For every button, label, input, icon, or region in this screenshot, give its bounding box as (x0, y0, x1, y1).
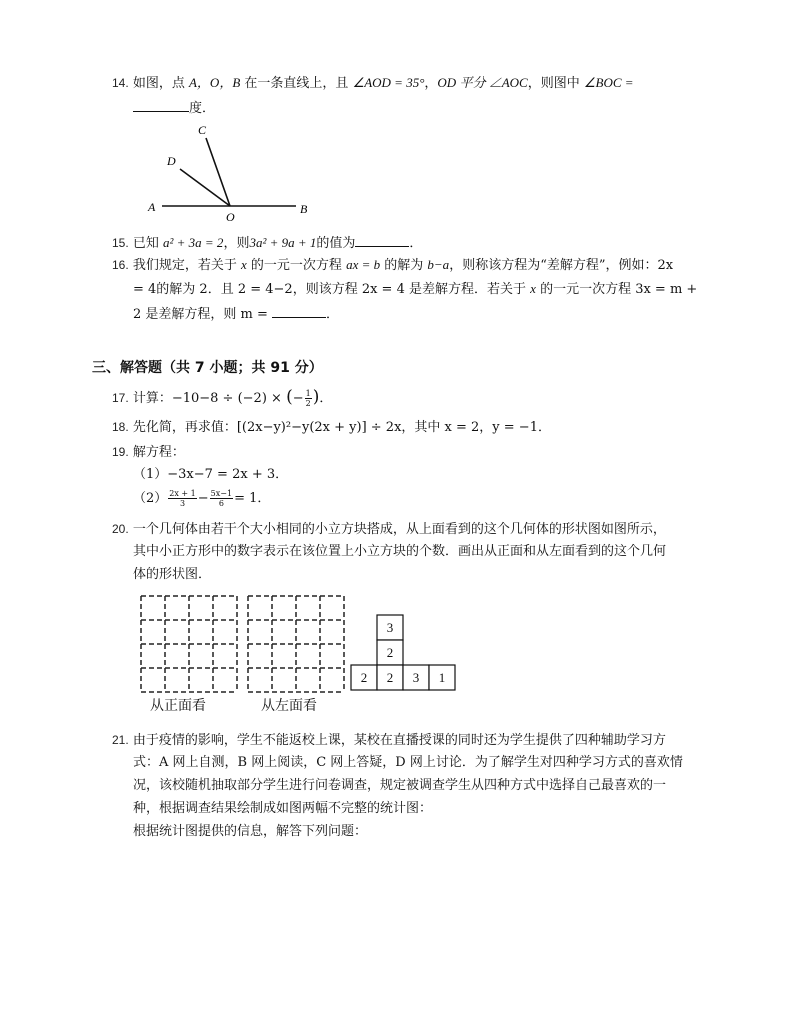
q16-sol: b−a (427, 257, 450, 272)
q21-number: 21. (112, 733, 129, 747)
q19-title: 解方程： (132, 445, 185, 460)
q19-part2-end: = 1． (234, 491, 271, 506)
q15-answer-blank[interactable] (355, 232, 409, 247)
q14-angle-figure (140, 118, 330, 226)
q20-line1-text: 一个几何体由若干个大小相同的小立方块搭成，从上面看到的这个几何体的形状图如图所示， (132, 522, 666, 537)
q19-number: 19. (112, 445, 129, 459)
q16-x: x (240, 257, 247, 272)
top-view-value-middle: 2 (386, 645, 394, 660)
q16-eq: ax = b (346, 257, 381, 272)
q16-number: 16. (112, 258, 129, 272)
top-view-value-b2: 2 (386, 670, 394, 685)
label-a: A (148, 200, 156, 214)
q21-line2: 式：A 网上自测，B 网上阅读，C 网上答疑，D 网上讨论．为了解学生对四种学习方式的喜欢情 (133, 755, 683, 770)
q14-text-b: 在一条直线上，且 (244, 76, 349, 91)
q19-part2-label: （2） (133, 491, 168, 506)
q16-line1-d: ，则称该方程为“差解方程”，例如：2x (449, 258, 674, 273)
q14-text-a: 如图，点 (132, 76, 185, 91)
q19-part1: （1）−3x−7 = 2x + 3． (133, 467, 289, 482)
q21-line4: 种，根据调查结果绘制成如图两幅不完整的统计图： (133, 801, 433, 816)
q15-line (112, 232, 422, 253)
label-d: D (167, 154, 176, 168)
q15-expr2: 3a² + 9a + 1 (249, 235, 317, 250)
q14-points: A，O，B (188, 75, 241, 90)
q17-paren-open: ( (286, 387, 293, 407)
label-left-view: 从左面看 (261, 698, 317, 714)
q17-number: 17. (112, 391, 129, 405)
top-view-value-b3: 3 (412, 670, 420, 685)
q17-fraction (305, 389, 312, 408)
q19-f1-num: 2x + 1 (169, 489, 196, 498)
q21-line1 (112, 731, 666, 750)
q17-paren-close: ) (312, 387, 320, 407)
q21-line5: 根据统计图提供的信息，解答下列问题： (133, 824, 368, 839)
q16-line2-a: = 4的解为 2．且 2 = 4−2，则该方程 2x = 4 是差解方程．若关于 (133, 282, 526, 297)
q19-f2-den: 6 (218, 499, 224, 508)
q14-answer-blank[interactable] (133, 97, 189, 112)
q16-line1-a: 我们规定，若关于 (132, 258, 237, 273)
q18-text: 先化简，再求值：[(2x−y)²−y(2x + y)] ÷ 2x，其中 x = 2，y = −1． (132, 420, 551, 435)
q14-number: 14. (112, 76, 129, 90)
q15-expr1: a² + 3a = 2 (162, 235, 224, 250)
q20-number: 20. (112, 522, 129, 536)
q19-title-line (112, 443, 185, 462)
q20-line2: 其中小正方形中的数字表示在该位置上小立方块的个数．画出从正面和从左面看到的这个几何 (133, 544, 667, 559)
q15-end: ． (409, 236, 423, 251)
q14-unit: 度． (189, 101, 216, 116)
q14-angle-boc: ∠BOC = (583, 75, 634, 90)
q21-line3: 况，该校随机抽取部分学生进行问卷调查，规定被调查学生从四种方式中选择自己最喜欢的一 (133, 778, 667, 793)
q15-text-a: 已知 (132, 236, 159, 251)
ray-oc (206, 138, 230, 206)
q19-minus: − (197, 491, 209, 506)
top-view-value-top: 3 (386, 620, 394, 635)
q17-end: ． (319, 391, 333, 406)
section3-heading: 三、解答题（共 7 小题；共 91 分） (92, 360, 323, 376)
q16-line2-b: 的一元一次方程 3x = m + (540, 282, 698, 297)
q19-fraction2 (210, 489, 233, 508)
q14-od-bisects: OD 平分 ∠AOC (437, 75, 528, 90)
q16-line3 (133, 303, 339, 324)
top-view-value-b1: 2 (360, 670, 368, 685)
q14-line1 (112, 74, 634, 93)
q16-line1-b: 的一元一次方程 (250, 258, 342, 273)
q16-end: ． (326, 307, 340, 322)
q19-fraction1 (168, 489, 196, 508)
q16-line2 (133, 280, 697, 299)
q16-x2: x (530, 281, 536, 296)
q17-line (112, 386, 332, 410)
q15-text-b: ，则 (223, 236, 250, 251)
q15-text-c: 的值为 (316, 236, 356, 251)
q14-angle-aod: ∠AOD = 35° (352, 75, 425, 90)
q17-frac-num: 1 (305, 389, 311, 398)
q16-line1 (112, 256, 673, 275)
label-b: B (300, 202, 308, 216)
q14-text-d: ，则图中 (527, 76, 580, 91)
label-front-view: 从正面看 (150, 698, 206, 714)
q17-text: 计算：−10−8 ÷ (−2) × (132, 391, 287, 406)
q20-line3: 体的形状图． (133, 567, 212, 582)
q16-answer-blank[interactable] (272, 303, 326, 318)
top-view-value-b4: 1 (438, 670, 446, 685)
q16-line3-text: 2 是差解方程，则 m = (133, 307, 268, 322)
q14-line2 (133, 97, 215, 118)
front-view-grid (141, 596, 237, 692)
ray-od (180, 169, 230, 206)
q19-f2-num: 5x−1 (210, 489, 233, 498)
q17-neg: − (292, 391, 304, 406)
q14-text-c: ， (424, 76, 438, 91)
q16-line1-c: 的解为 (384, 258, 424, 273)
q18-number: 18. (112, 420, 129, 434)
label-c: C (198, 123, 207, 137)
q17-frac-den: 2 (305, 399, 311, 408)
q21-line1-text: 由于疫情的影响，学生不能返校上课，某校在直播授课的同时还为学生提供了四种辅助学习方 (132, 733, 666, 748)
left-view-grid (248, 596, 344, 692)
q15-number: 15. (112, 236, 129, 250)
q19-f1-den: 3 (179, 499, 186, 508)
q18-line (112, 418, 551, 437)
q19-part2 (133, 488, 270, 510)
label-o: O (226, 210, 235, 224)
q20-line1 (112, 520, 666, 539)
